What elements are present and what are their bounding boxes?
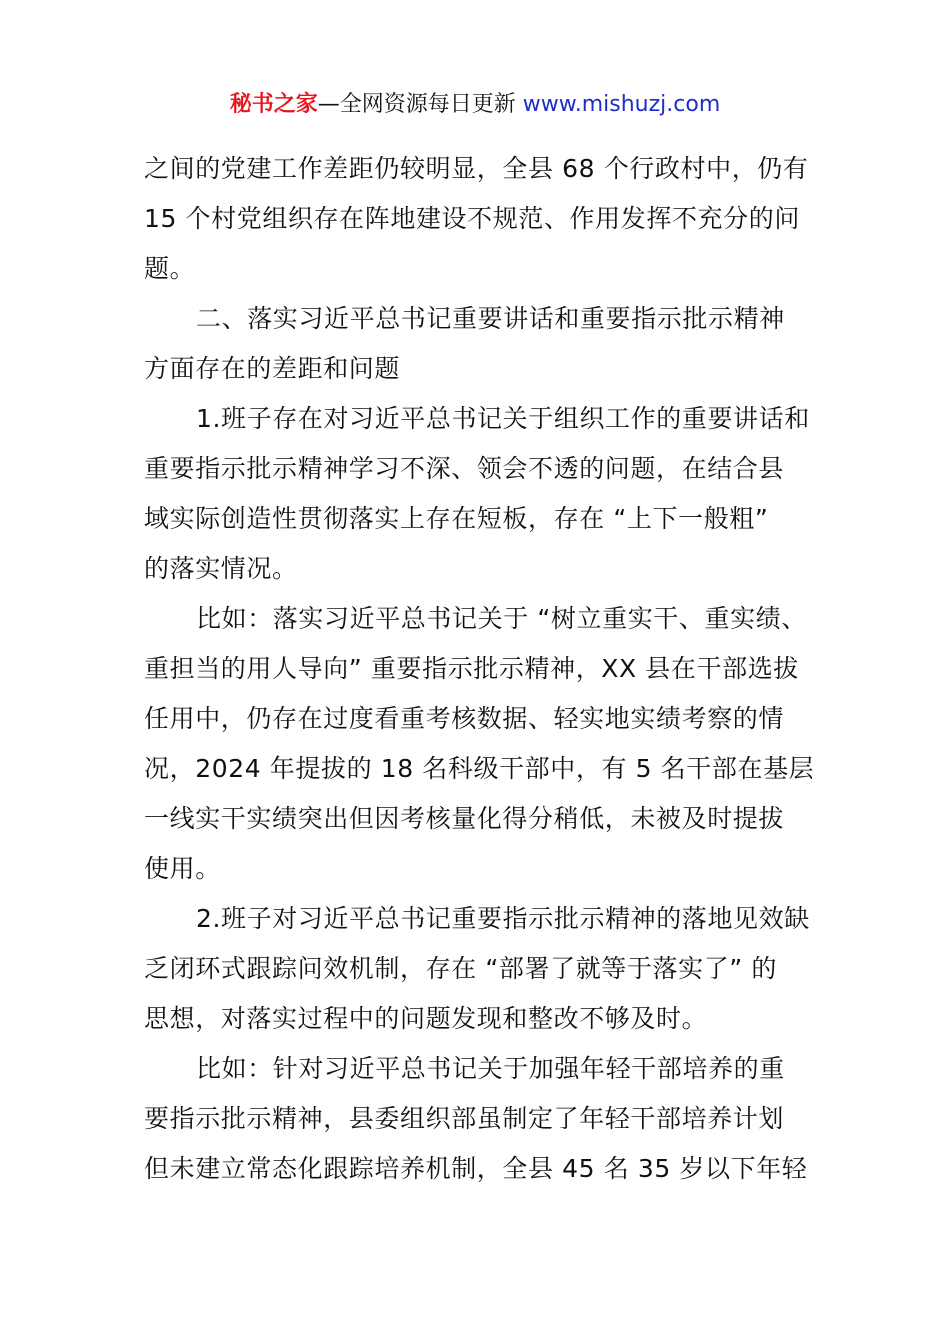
text-line: 域实际创造性贯彻落实上存在短板，存在 “上下一般粗” [144,504,769,533]
text-line: 但未建立常态化跟踪培养机制，全县 45 名 35 岁以下年轻 [144,1154,808,1183]
document-header [0,88,950,122]
brand-name: 秘书之家 [229,92,318,117]
text-line: 题。 [144,254,196,283]
header-tagline: —全网资源每日更新 [317,92,523,117]
text-line: 况，2024 年提拔的 18 名科级干部中，有 5 名干部在基层 [144,754,815,783]
text-line: 重担当的用人导向” 重要指示批示精神，XX 县在干部选拔 [144,654,799,683]
text-line: 一线实干实绩突出但因考核量化得分稍低，未被及时提拔 [144,804,785,833]
text-line: 比如：针对习近平总书记关于加强年轻干部培养的重 [196,1054,785,1083]
text-line: 1.班子存在对习近平总书记关于组织工作的重要讲话和 [196,404,810,433]
text-line: 15 个村党组织存在阵地建设不规范、作用发挥不充分的问 [144,204,800,233]
text-line: 任用中，仍存在过度看重考核数据、轻实地实绩考察的情 [144,704,785,733]
text-line: 方面存在的差距和问题 [144,354,401,383]
text-line: 2.班子对习近平总书记重要指示批示精神的落地见效缺 [196,904,810,933]
text-line: 的落实情况。 [144,554,298,583]
text-line: 乏闭环式跟踪问效机制，存在 “部署了就等于落实了” 的 [144,954,777,983]
site-url-link[interactable]: www.mishuzj.com [522,92,721,117]
text-line: 之间的党建工作差距仍较明显，全县 68 个行政村中，仍有 [144,154,809,183]
text-line: 二、落实习近平总书记重要讲话和重要指示批示精神 [196,304,785,333]
text-line: 使用。 [144,854,221,883]
text-line: 比如：落实习近平总书记关于 “树立重实干、重实绩、 [196,604,807,633]
text-line: 思想，对落实过程中的问题发现和整改不够及时。 [144,1004,708,1033]
document-body [144,144,815,1194]
text-line: 重要指示批示精神学习不深、领会不透的问题，在结合县 [144,454,785,483]
text-line: 要指示批示精神，县委组织部虽制定了年轻干部培养计划 [144,1104,785,1133]
